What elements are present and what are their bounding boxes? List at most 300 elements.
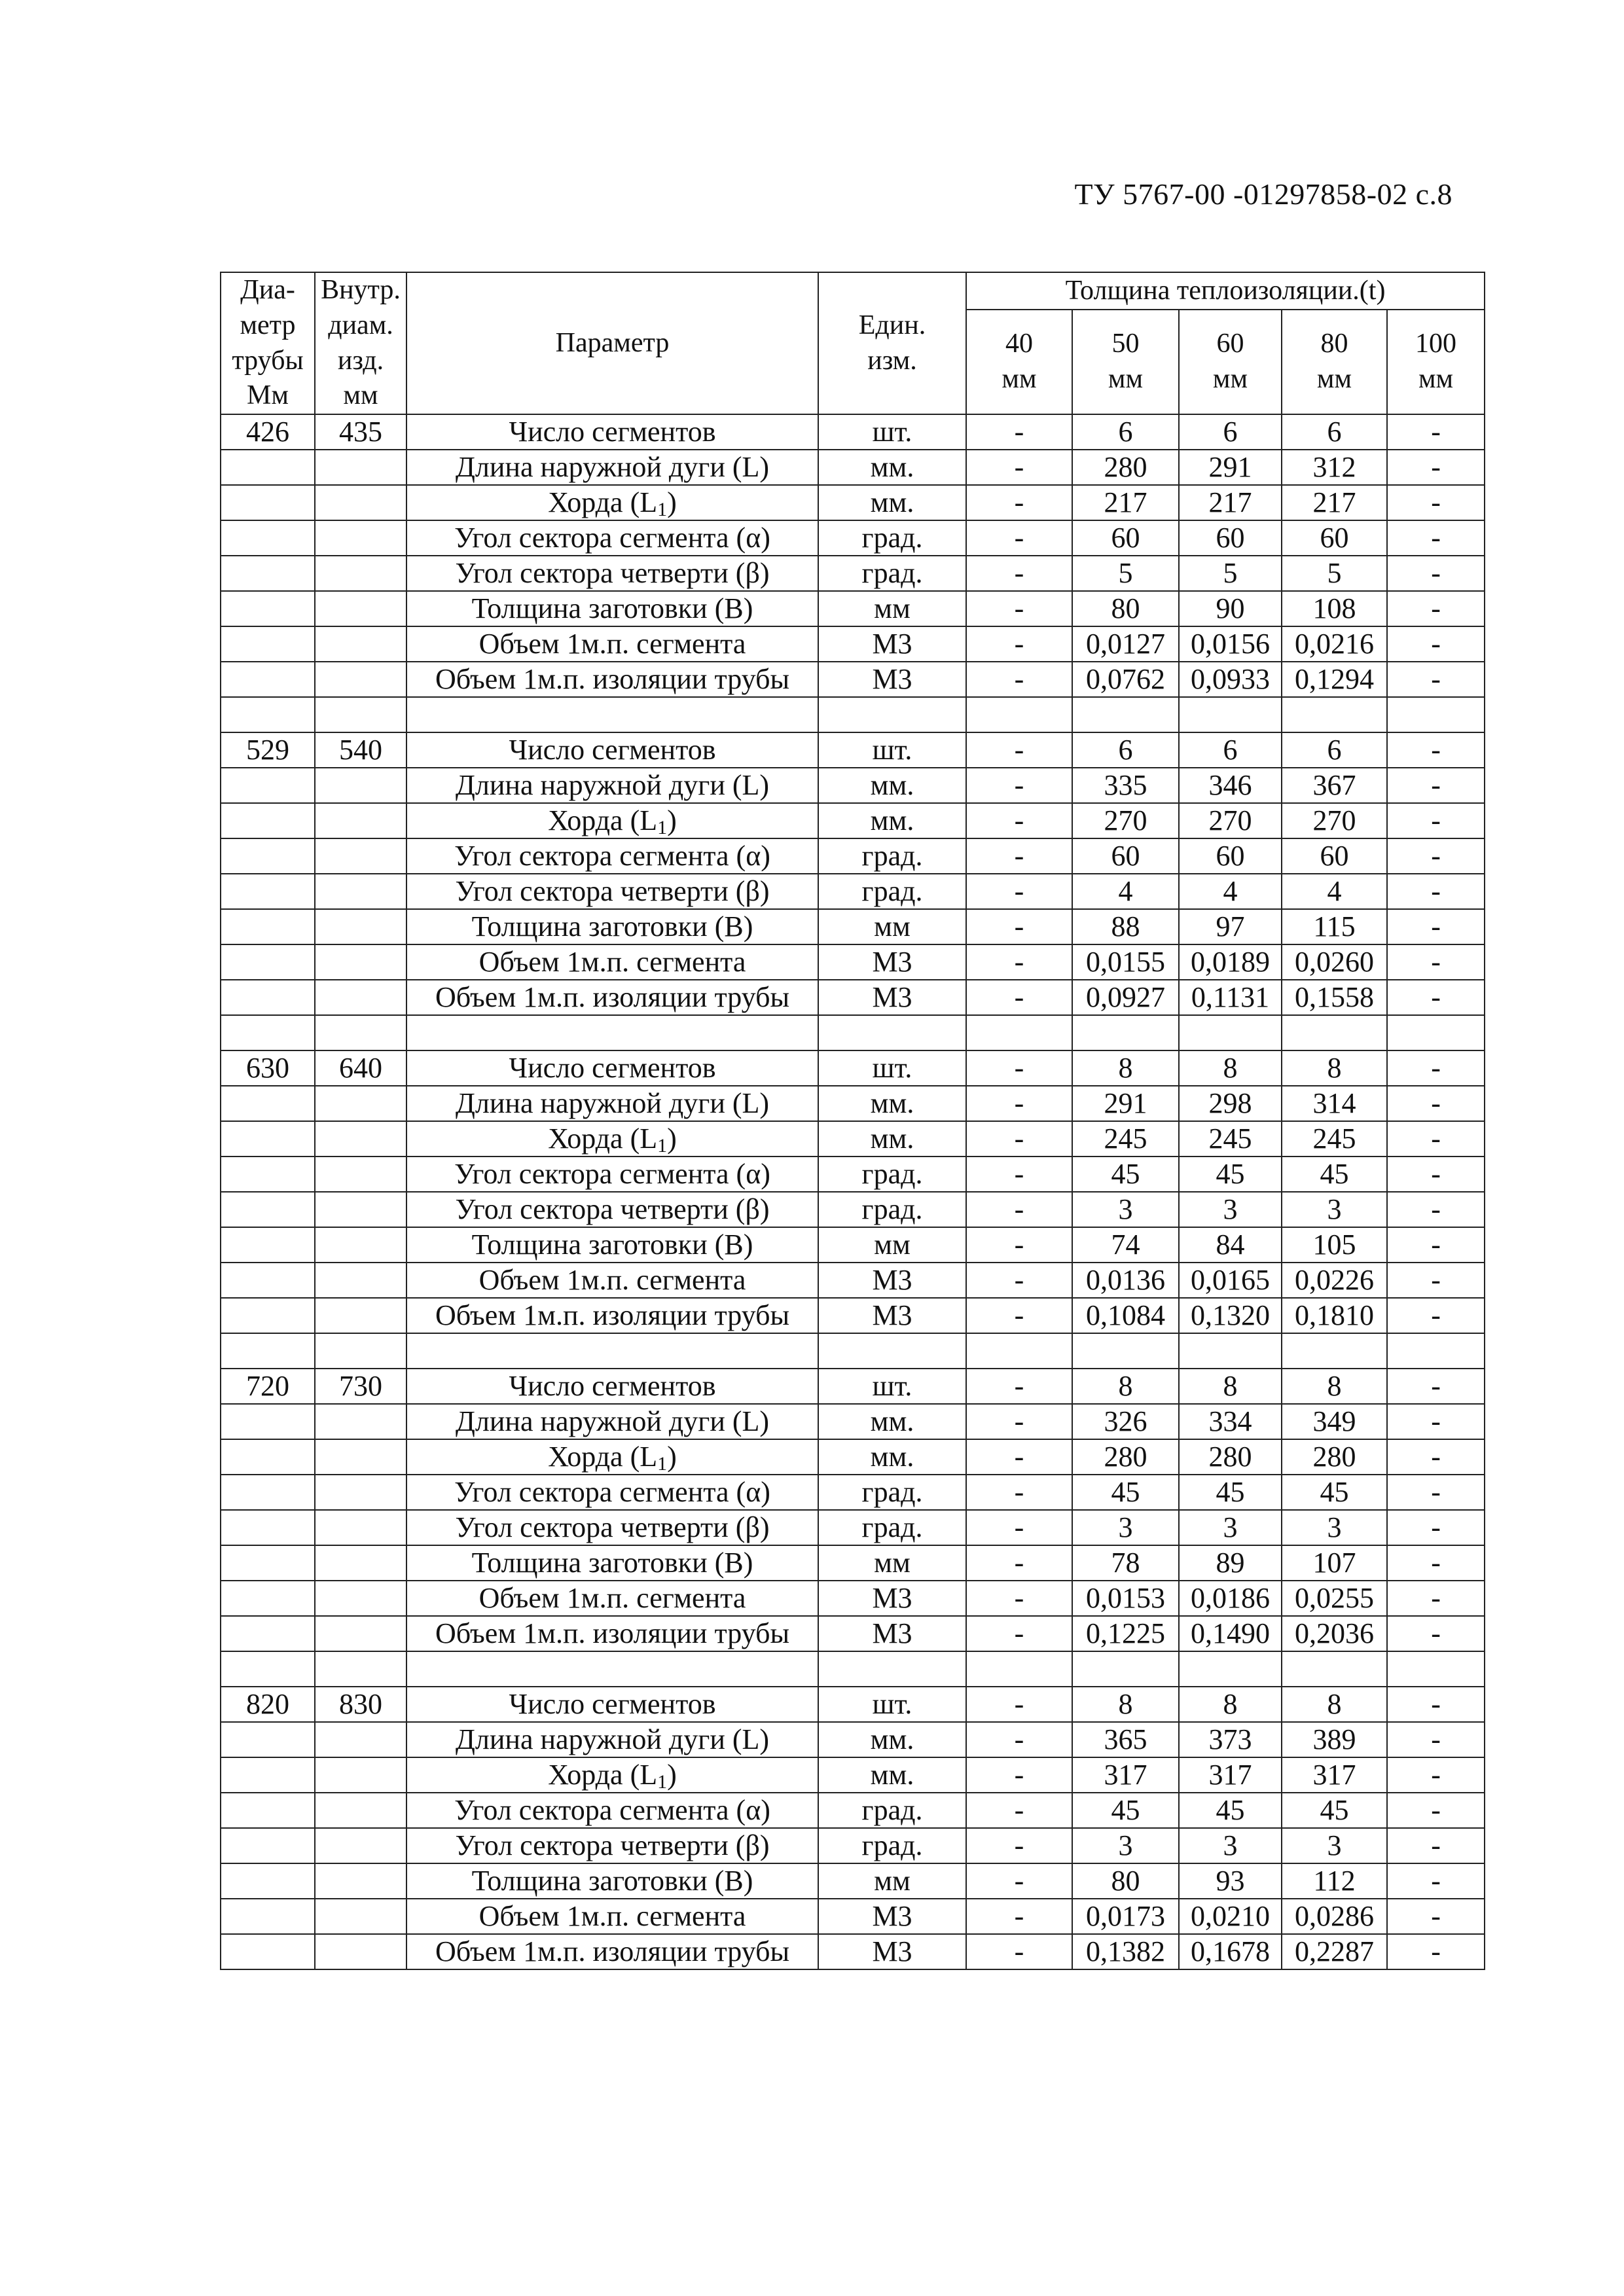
unit-cell: мм. (818, 768, 966, 803)
pipe-diameter-cell (221, 626, 315, 662)
value-cell: 270 (1072, 803, 1179, 838)
value-cell: 280 (1179, 1439, 1282, 1475)
inner-diameter-cell (315, 874, 406, 909)
pipe-diameter-cell: 820 (221, 1687, 315, 1722)
empty-cell (221, 1015, 315, 1050)
value-cell: 334 (1179, 1404, 1282, 1439)
value-cell: - (1387, 591, 1485, 626)
empty-cell (818, 697, 966, 732)
empty-cell (1072, 1015, 1179, 1050)
unit-cell: мм. (818, 450, 966, 485)
pipe-diameter-cell (221, 1157, 315, 1192)
table-row (221, 1369, 1485, 1404)
col-header-thickness-title: Толщина теплоизоляции.(t) (966, 272, 1485, 310)
inner-diameter-cell (315, 556, 406, 591)
table-row (221, 1863, 1485, 1899)
value-cell: - (966, 662, 1072, 697)
value-cell: 45 (1179, 1157, 1282, 1192)
pipe-diameter-cell (221, 1298, 315, 1333)
pipe-diameter-cell (221, 909, 315, 944)
inner-diameter-cell: 730 (315, 1369, 406, 1404)
inner-diameter-cell (315, 1899, 406, 1934)
pipe-diameter-cell (221, 1899, 315, 1934)
inner-diameter-cell (315, 1298, 406, 1333)
value-cell: 74 (1072, 1227, 1179, 1263)
value-cell: 245 (1282, 1121, 1387, 1157)
pipe-diameter-cell: 426 (221, 414, 315, 450)
value-cell: 8 (1179, 1369, 1282, 1404)
table-row (221, 450, 1485, 485)
empty-cell (315, 1651, 406, 1687)
parameter-cell: Объем 1м.п. сегмента (406, 1581, 818, 1616)
value-cell: 0,1558 (1282, 980, 1387, 1015)
value-cell: 45 (1072, 1793, 1179, 1828)
inner-diameter-cell (315, 838, 406, 874)
value-cell: - (966, 732, 1072, 768)
table-row (221, 980, 1485, 1015)
inner-diameter-cell: 830 (315, 1687, 406, 1722)
pipe-diameter-cell: 720 (221, 1369, 315, 1404)
value-cell: 0,0173 (1072, 1899, 1179, 1934)
unit-cell: мм (818, 1545, 966, 1581)
pipe-diameter-cell (221, 1404, 315, 1439)
inner-diameter-cell (315, 662, 406, 697)
empty-cell (1282, 1333, 1387, 1369)
value-cell: 8 (1072, 1687, 1179, 1722)
unit-cell: М3 (818, 626, 966, 662)
parameter-cell: Угол сектора четверти (β) (406, 1510, 818, 1545)
unit-cell: шт. (818, 732, 966, 768)
parameter-cell: Толщина заготовки (В) (406, 1227, 818, 1263)
value-cell: - (966, 1616, 1072, 1651)
unit-cell: мм. (818, 485, 966, 520)
unit-cell: град. (818, 520, 966, 556)
empty-cell (966, 1015, 1072, 1050)
value-cell: - (966, 1934, 1072, 1969)
value-cell: - (1387, 485, 1485, 520)
value-cell: 0,0186 (1179, 1581, 1282, 1616)
value-cell: 3 (1072, 1510, 1179, 1545)
pipe-diameter-cell (221, 591, 315, 626)
inner-diameter-cell (315, 1121, 406, 1157)
value-cell: 312 (1282, 450, 1387, 485)
parameter-cell: Длина наружной дуги (L) (406, 1722, 818, 1757)
parameter-cell: Угол сектора сегмента (α) (406, 1475, 818, 1510)
value-cell: - (966, 1086, 1072, 1121)
unit-cell: град. (818, 874, 966, 909)
empty-cell (406, 697, 818, 732)
value-cell: 365 (1072, 1722, 1179, 1757)
value-cell: 3 (1282, 1510, 1387, 1545)
value-cell: 317 (1072, 1757, 1179, 1793)
value-cell: 326 (1072, 1404, 1179, 1439)
value-cell: 217 (1072, 485, 1179, 520)
value-cell: 60 (1072, 838, 1179, 874)
table-row (221, 1793, 1485, 1828)
table-row (221, 803, 1485, 838)
empty-cell (221, 697, 315, 732)
unit-cell: град. (818, 1828, 966, 1863)
value-cell: 317 (1179, 1757, 1282, 1793)
value-cell: - (966, 980, 1072, 1015)
empty-cell (1179, 1651, 1282, 1687)
unit-cell: М3 (818, 662, 966, 697)
unit-cell: М3 (818, 980, 966, 1015)
value-cell: 115 (1282, 909, 1387, 944)
pipe-diameter-cell (221, 874, 315, 909)
value-cell: - (966, 450, 1072, 485)
unit-cell: М3 (818, 1298, 966, 1333)
empty-cell (1282, 1651, 1387, 1687)
value-cell: 280 (1072, 450, 1179, 485)
pipe-diameter-cell (221, 662, 315, 697)
inner-diameter-cell (315, 1404, 406, 1439)
unit-cell: М3 (818, 944, 966, 980)
table-row (221, 1934, 1485, 1969)
value-cell: - (966, 1899, 1072, 1934)
table-row (221, 591, 1485, 626)
parameter-cell: Угол сектора четверти (β) (406, 874, 818, 909)
unit-cell: град. (818, 838, 966, 874)
value-cell: - (966, 838, 1072, 874)
value-cell: - (966, 874, 1072, 909)
parameter-cell: Хорда $(L_1)$ (406, 485, 818, 520)
inner-diameter-cell (315, 450, 406, 485)
spacer-row (221, 1651, 1485, 1687)
value-cell: 0,2287 (1282, 1934, 1387, 1969)
inner-diameter-cell (315, 1793, 406, 1828)
empty-cell (1387, 1651, 1485, 1687)
parameter-cell: Объем 1м.п. сегмента (406, 1899, 818, 1934)
value-cell: 6 (1282, 732, 1387, 768)
value-cell: 298 (1179, 1086, 1282, 1121)
value-cell: 8 (1179, 1687, 1282, 1722)
value-cell: - (966, 520, 1072, 556)
value-cell: 0,0127 (1072, 626, 1179, 662)
table-row (221, 1263, 1485, 1298)
table-row (221, 1050, 1485, 1086)
value-cell: - (1387, 1687, 1485, 1722)
value-cell: - (1387, 1545, 1485, 1581)
value-cell: 291 (1072, 1086, 1179, 1121)
value-cell: 0,0189 (1179, 944, 1282, 980)
pipe-diameter-cell: 529 (221, 732, 315, 768)
unit-cell: М3 (818, 1616, 966, 1651)
value-cell: 217 (1179, 485, 1282, 520)
value-cell: - (1387, 1475, 1485, 1510)
value-cell: 0,0927 (1072, 980, 1179, 1015)
unit-cell: мм (818, 909, 966, 944)
value-cell: 349 (1282, 1404, 1387, 1439)
inner-diameter-cell: 540 (315, 732, 406, 768)
inner-diameter-cell (315, 1934, 406, 1969)
table-row (221, 1404, 1485, 1439)
unit-cell: М3 (818, 1581, 966, 1616)
parameter-cell: Объем 1м.п. изоляции трубы (406, 662, 818, 697)
value-cell: - (1387, 1121, 1485, 1157)
inner-diameter-cell (315, 1863, 406, 1899)
pipe-diameter-cell (221, 1192, 315, 1227)
pipe-diameter-cell (221, 1793, 315, 1828)
table-row (221, 732, 1485, 768)
parameter-cell: Хорда $(L_1)$ (406, 1439, 818, 1475)
value-cell: 80 (1072, 1863, 1179, 1899)
parameter-cell: Угол сектора четверти (β) (406, 1192, 818, 1227)
unit-cell: град. (818, 1192, 966, 1227)
value-cell: 8 (1072, 1050, 1179, 1086)
inner-diameter-cell (315, 1581, 406, 1616)
col-header-thickness-2: 60 мм (1179, 310, 1282, 414)
value-cell: 3 (1072, 1828, 1179, 1863)
pipe-diameter-cell (221, 485, 315, 520)
value-cell: - (966, 1722, 1072, 1757)
value-cell: 45 (1179, 1793, 1282, 1828)
empty-cell (1387, 697, 1485, 732)
empty-cell (1072, 697, 1179, 732)
value-cell: - (1387, 1616, 1485, 1651)
parameter-cell: Угол сектора сегмента (α) (406, 838, 818, 874)
value-cell: - (1387, 1227, 1485, 1263)
unit-cell: шт. (818, 1687, 966, 1722)
parameter-cell: Объем 1м.п. сегмента (406, 944, 818, 980)
value-cell: 8 (1282, 1687, 1387, 1722)
value-cell: 4 (1282, 874, 1387, 909)
inner-diameter-cell (315, 1086, 406, 1121)
unit-cell: мм. (818, 1439, 966, 1475)
value-cell: - (966, 1863, 1072, 1899)
parameter-cell: Объем 1м.п. сегмента (406, 1263, 818, 1298)
parameter-cell: Длина наружной дуги (L) (406, 768, 818, 803)
table-row (221, 1581, 1485, 1616)
value-cell: - (966, 1192, 1072, 1227)
value-cell: 0,0255 (1282, 1581, 1387, 1616)
value-cell: - (1387, 980, 1485, 1015)
unit-cell: М3 (818, 1899, 966, 1934)
value-cell: - (1387, 1439, 1485, 1475)
value-cell: - (1387, 520, 1485, 556)
table-row (221, 1545, 1485, 1581)
value-cell: - (1387, 732, 1485, 768)
value-cell: - (1387, 944, 1485, 980)
value-cell: 0,1678 (1179, 1934, 1282, 1969)
table-row (221, 485, 1485, 520)
value-cell: 0,1084 (1072, 1298, 1179, 1333)
table-row (221, 662, 1485, 697)
value-cell: 3 (1179, 1510, 1282, 1545)
empty-cell (221, 1333, 315, 1369)
value-cell: - (966, 591, 1072, 626)
empty-cell (1282, 1015, 1387, 1050)
table-row (221, 1298, 1485, 1333)
value-cell: 97 (1179, 909, 1282, 944)
unit-cell: град. (818, 1793, 966, 1828)
value-cell: - (966, 1793, 1072, 1828)
value-cell: 0,1320 (1179, 1298, 1282, 1333)
value-cell: 0,1382 (1072, 1934, 1179, 1969)
empty-cell (315, 1015, 406, 1050)
pipe-diameter-cell (221, 1828, 315, 1863)
value-cell: 90 (1179, 591, 1282, 626)
value-cell: 6 (1179, 414, 1282, 450)
value-cell: 8 (1282, 1050, 1387, 1086)
value-cell: - (1387, 1793, 1485, 1828)
inner-diameter-cell (315, 1757, 406, 1793)
unit-cell: град. (818, 556, 966, 591)
value-cell: - (966, 1157, 1072, 1192)
empty-cell (818, 1015, 966, 1050)
value-cell: 389 (1282, 1722, 1387, 1757)
inner-diameter-cell: 435 (315, 414, 406, 450)
inner-diameter-cell (315, 1510, 406, 1545)
pipe-diameter-cell (221, 1581, 315, 1616)
parameter-cell: Хорда $(L_1)$ (406, 803, 818, 838)
parameter-cell: Число сегментов (406, 732, 818, 768)
value-cell: 60 (1179, 838, 1282, 874)
unit-cell: мм. (818, 1757, 966, 1793)
parameter-cell: Хорда $(L_1)$ (406, 1121, 818, 1157)
parameter-cell: Толщина заготовки (В) (406, 1545, 818, 1581)
value-cell: 280 (1282, 1439, 1387, 1475)
pipe-diameter-cell (221, 1086, 315, 1121)
spacer-row (221, 1333, 1485, 1369)
value-cell: - (1387, 1934, 1485, 1969)
value-cell: 60 (1282, 520, 1387, 556)
inner-diameter-cell (315, 1828, 406, 1863)
inner-diameter-cell (315, 1475, 406, 1510)
inner-diameter-cell (315, 485, 406, 520)
inner-diameter-cell (315, 980, 406, 1015)
value-cell: - (1387, 1157, 1485, 1192)
pipe-diameter-cell (221, 1227, 315, 1263)
pipe-diameter-cell (221, 1475, 315, 1510)
inner-diameter-cell (315, 1616, 406, 1651)
parameter-cell: Объем 1м.п. изоляции трубы (406, 980, 818, 1015)
inner-diameter-cell (315, 1722, 406, 1757)
value-cell: - (966, 556, 1072, 591)
value-cell: 4 (1179, 874, 1282, 909)
inner-diameter-cell (315, 909, 406, 944)
value-cell: 0,0156 (1179, 626, 1282, 662)
value-cell: 45 (1072, 1157, 1179, 1192)
table-row (221, 1510, 1485, 1545)
value-cell: - (1387, 662, 1485, 697)
unit-cell: мм. (818, 1121, 966, 1157)
parameter-cell: Объем 1м.п. изоляции трубы (406, 1298, 818, 1333)
value-cell: 5 (1179, 556, 1282, 591)
value-cell: 346 (1179, 768, 1282, 803)
value-cell: 270 (1282, 803, 1387, 838)
value-cell: 0,1294 (1282, 662, 1387, 697)
value-cell: - (1387, 626, 1485, 662)
parameter-cell: Объем 1м.п. изоляции трубы (406, 1616, 818, 1651)
parameter-cell: Угол сектора сегмента (α) (406, 520, 818, 556)
value-cell: 84 (1179, 1227, 1282, 1263)
value-cell: 3 (1072, 1192, 1179, 1227)
value-cell: 0,0216 (1282, 626, 1387, 662)
unit-cell: мм. (818, 1404, 966, 1439)
inner-diameter-cell (315, 591, 406, 626)
value-cell: - (966, 1475, 1072, 1510)
value-cell: 6 (1072, 414, 1179, 450)
value-cell: - (1387, 1757, 1485, 1793)
pipe-diameter-cell (221, 556, 315, 591)
pipe-diameter-cell (221, 838, 315, 874)
col-header-inner-diameter: Внутр. диам. изд. мм (315, 272, 406, 414)
value-cell: 60 (1179, 520, 1282, 556)
pipe-diameter-cell (221, 1510, 315, 1545)
value-cell: - (966, 1687, 1072, 1722)
value-cell: - (966, 1510, 1072, 1545)
value-cell: 373 (1179, 1722, 1282, 1757)
value-cell: 45 (1282, 1475, 1387, 1510)
value-cell: 60 (1072, 520, 1179, 556)
inner-diameter-cell (315, 1192, 406, 1227)
value-cell: - (1387, 1404, 1485, 1439)
table-row (221, 1086, 1485, 1121)
inner-diameter-cell (315, 1157, 406, 1192)
value-cell: 317 (1282, 1757, 1387, 1793)
unit-cell: мм. (818, 803, 966, 838)
value-cell: 45 (1072, 1475, 1179, 1510)
value-cell: 6 (1179, 732, 1282, 768)
insulation-spec-table (220, 272, 1485, 1970)
spacer-row (221, 697, 1485, 732)
table-row (221, 874, 1485, 909)
value-cell: 291 (1179, 450, 1282, 485)
table-row (221, 1757, 1485, 1793)
empty-cell (315, 1333, 406, 1369)
empty-cell (1387, 1333, 1485, 1369)
parameter-cell: Толщина заготовки (В) (406, 909, 818, 944)
value-cell: - (966, 1404, 1072, 1439)
empty-cell (818, 1333, 966, 1369)
inner-diameter-cell (315, 520, 406, 556)
unit-cell: мм. (818, 1086, 966, 1121)
inner-diameter-cell (315, 1263, 406, 1298)
value-cell: 245 (1179, 1121, 1282, 1157)
empty-cell (221, 1651, 315, 1687)
value-cell: 0,1225 (1072, 1616, 1179, 1651)
unit-cell: М3 (818, 1263, 966, 1298)
pipe-diameter-cell (221, 1263, 315, 1298)
parameter-cell: Угол сектора сегмента (α) (406, 1793, 818, 1828)
table-row (221, 1227, 1485, 1263)
value-cell: 8 (1179, 1050, 1282, 1086)
value-cell: 0,0762 (1072, 662, 1179, 697)
unit-cell: шт. (818, 1050, 966, 1086)
parameter-cell: Хорда $(L_1)$ (406, 1757, 818, 1793)
inner-diameter-cell (315, 626, 406, 662)
value-cell: 45 (1282, 1793, 1387, 1828)
value-cell: 0,0153 (1072, 1581, 1179, 1616)
value-cell: 3 (1282, 1192, 1387, 1227)
value-cell: - (1387, 803, 1485, 838)
value-cell: - (966, 1581, 1072, 1616)
pipe-diameter-cell (221, 944, 315, 980)
empty-cell (406, 1651, 818, 1687)
value-cell: 8 (1282, 1369, 1387, 1404)
unit-cell: мм (818, 1227, 966, 1263)
table-row (221, 1616, 1485, 1651)
parameter-cell: Длина наружной дуги (L) (406, 1086, 818, 1121)
parameter-cell: Толщина заготовки (В) (406, 1863, 818, 1899)
value-cell: 4 (1072, 874, 1179, 909)
value-cell: - (966, 1545, 1072, 1581)
value-cell: 0,1490 (1179, 1616, 1282, 1651)
value-cell: - (1387, 1192, 1485, 1227)
value-cell: - (1387, 556, 1485, 591)
pipe-diameter-cell (221, 1863, 315, 1899)
